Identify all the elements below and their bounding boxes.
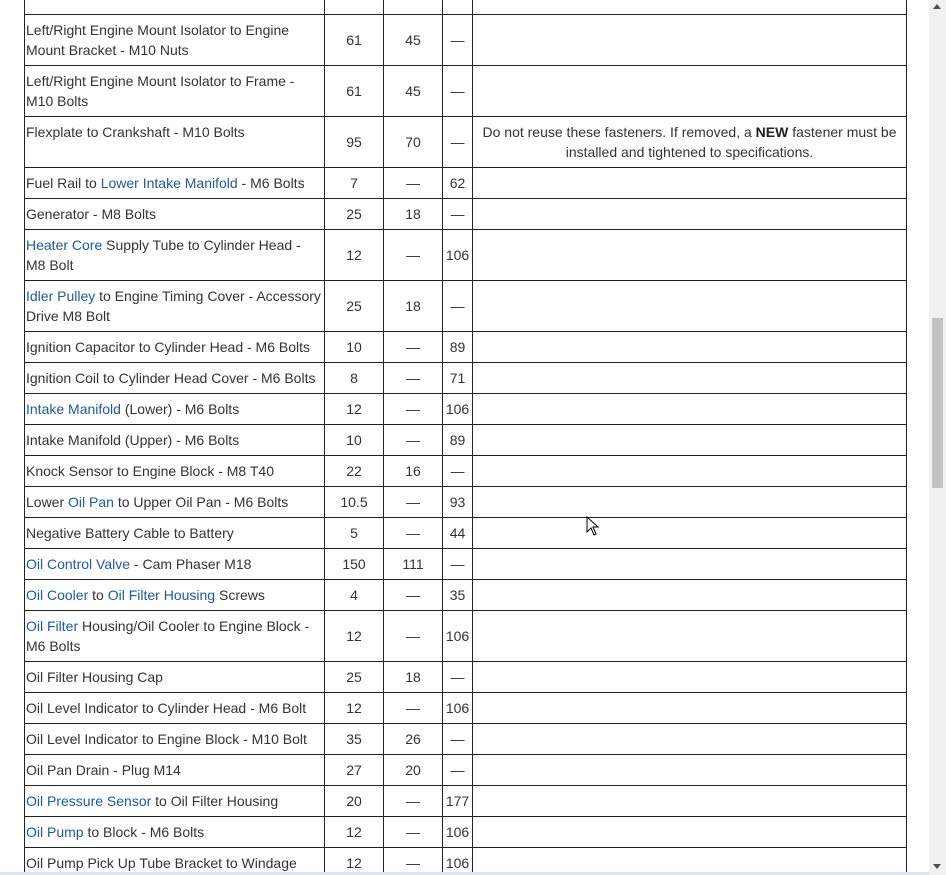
torque-lb-in: — <box>443 724 473 755</box>
table-row <box>25 662 907 693</box>
component-description <box>25 15 325 66</box>
specification-note <box>473 611 907 662</box>
table-row <box>25 230 907 281</box>
specification-note <box>473 580 907 611</box>
table-row <box>25 611 907 662</box>
specification-note <box>473 662 907 693</box>
torque-lb-in: 89 <box>443 425 473 456</box>
torque-nm: 22 <box>325 456 384 487</box>
component-link[interactable]: Oil Cooler <box>26 587 89 603</box>
torque-lb-ft: — <box>384 230 443 281</box>
description-text: Negative Battery Cable to Battery <box>26 525 234 541</box>
torque-lb-in: 177 <box>443 786 473 817</box>
table-row <box>25 580 907 611</box>
torque-lb-in: — <box>443 662 473 693</box>
description-text: (Lower) - M6 Bolts <box>120 401 240 417</box>
table-row <box>25 66 907 117</box>
specification-note <box>473 456 907 487</box>
torque-lb-ft: — <box>384 611 443 662</box>
emphasis-text: NEW <box>755 124 789 140</box>
component-description <box>25 117 325 168</box>
table-row <box>25 15 907 66</box>
torque-nm: 25 <box>325 281 384 332</box>
torque-nm: 10.5 <box>325 487 384 518</box>
table-row <box>25 817 907 848</box>
specification-note <box>473 724 907 755</box>
component-description <box>25 755 325 786</box>
table-row <box>25 518 907 549</box>
torque-nm: 12 <box>325 693 384 724</box>
table-row <box>25 549 907 580</box>
specification-note <box>473 199 907 230</box>
table-row <box>25 199 907 230</box>
torque-lb-in: 62 <box>443 168 473 199</box>
description-text: Oil Pan Drain - Plug M14 <box>26 762 181 778</box>
component-link[interactable]: Oil Filter <box>26 618 79 634</box>
scroll-up-arrow-icon[interactable] <box>933 4 941 9</box>
component-description <box>25 611 325 662</box>
specification-note <box>473 848 907 875</box>
component-link[interactable]: Oil Pump <box>26 824 84 840</box>
component-description <box>25 662 325 693</box>
description-text: Knock Sensor to Engine Block - M8 T40 <box>26 463 274 479</box>
table-row <box>25 332 907 363</box>
torque-lb-in: 93 <box>443 487 473 518</box>
torque-nm: 95 <box>325 117 384 168</box>
component-description <box>25 786 325 817</box>
torque-lb-in: — <box>443 117 473 168</box>
torque-lb-in: 89 <box>443 332 473 363</box>
torque-lb-ft: — <box>384 848 443 875</box>
torque-lb-in: — <box>443 281 473 332</box>
component-link[interactable]: Intake Manifold <box>26 401 121 417</box>
specification-note <box>473 487 907 518</box>
vertical-scrollbar[interactable] <box>929 0 946 875</box>
component-link[interactable]: Oil Pan <box>68 494 114 510</box>
specification-note <box>473 15 907 66</box>
specification-note <box>473 230 907 281</box>
specification-note <box>473 281 907 332</box>
description-text: Left/Right Engine Mount Isolator to Engine Mount Bracket - M10 Nuts <box>26 22 290 58</box>
specification-note <box>473 394 907 425</box>
torque-lb-ft: — <box>384 817 443 848</box>
specification-note <box>473 755 907 786</box>
description-text: Left/Right Engine Mount Isolator to Frame - M10 Bolts <box>26 73 295 109</box>
table-row <box>25 168 907 199</box>
torque-lb-ft: — <box>384 487 443 518</box>
torque-lb-ft: 111 <box>384 549 443 580</box>
torque-nm: 25 <box>325 662 384 693</box>
description-text: to <box>88 587 108 603</box>
component-description <box>25 487 325 518</box>
torque-nm: 61 <box>325 66 384 117</box>
component-description <box>25 848 325 875</box>
torque-lb-in: — <box>443 549 473 580</box>
table-row <box>25 848 907 875</box>
table-cell <box>384 0 443 15</box>
table-row <box>25 786 907 817</box>
torque-nm: 10 <box>325 425 384 456</box>
specification-note <box>473 363 907 394</box>
component-description <box>25 332 325 363</box>
torque-lb-in: 106 <box>443 394 473 425</box>
description-text: - Cam Phaser M18 <box>130 556 252 572</box>
torque-nm: 12 <box>325 817 384 848</box>
component-description <box>25 518 325 549</box>
description-text: Oil Level Indicator to Engine Block - M10 Bolt <box>26 731 307 747</box>
specification-note <box>473 332 907 363</box>
component-description <box>25 580 325 611</box>
note-text: fastener must be installed and tightened to specifications. <box>565 124 897 160</box>
torque-lb-in: — <box>443 755 473 786</box>
torque-nm: 25 <box>325 199 384 230</box>
torque-nm: 10 <box>325 332 384 363</box>
mouse-pointer-icon <box>586 516 600 536</box>
specification-note <box>473 786 907 817</box>
description-text: Lower <box>26 494 69 510</box>
torque-nm: 12 <box>325 394 384 425</box>
component-link[interactable]: Oil Filter Housing <box>107 587 216 603</box>
table-row <box>25 456 907 487</box>
table-cell <box>473 0 907 15</box>
specification-note <box>473 168 907 199</box>
specification-note <box>473 518 907 549</box>
torque-lb-in: 106 <box>443 693 473 724</box>
torque-lb-ft: — <box>384 168 443 199</box>
component-link[interactable]: Lower Intake Manifold <box>100 175 238 191</box>
component-description <box>25 230 325 281</box>
torque-lb-ft: 20 <box>384 755 443 786</box>
note-text: Do not reuse these fasteners. If removed, a <box>482 124 756 140</box>
table-row <box>25 117 907 168</box>
description-text: Intake Manifold (Upper) - M6 Bolts <box>26 432 240 448</box>
torque-lb-in: — <box>443 15 473 66</box>
component-description <box>25 394 325 425</box>
description-text: Fuel Rail to <box>26 175 101 191</box>
component-description <box>25 456 325 487</box>
torque-lb-ft: — <box>384 363 443 394</box>
torque-lb-in: — <box>443 199 473 230</box>
component-description <box>25 168 325 199</box>
torque-nm: 61 <box>325 15 384 66</box>
table-row <box>25 755 907 786</box>
torque-nm: 20 <box>325 786 384 817</box>
scroll-down-arrow-icon[interactable] <box>933 864 941 869</box>
component-link[interactable]: Heater Core <box>26 237 103 253</box>
torque-lb-in: 44 <box>443 518 473 549</box>
table-row <box>25 724 907 755</box>
description-text: Oil Pump Pick Up Tube Bracket to Windage <box>26 855 297 871</box>
component-description <box>25 199 325 230</box>
description-text: to Oil Filter Housing <box>151 793 279 809</box>
table-row <box>25 363 907 394</box>
torque-lb-in: 106 <box>443 817 473 848</box>
component-description <box>25 817 325 848</box>
torque-lb-in: 106 <box>443 230 473 281</box>
description-text: Ignition Coil to Cylinder Head Cover - M6 Bolts <box>26 370 316 386</box>
description-text: Generator - M8 Bolts <box>26 206 156 222</box>
component-description <box>25 363 325 394</box>
component-link[interactable]: Idler Pulley <box>26 288 96 304</box>
table-row <box>25 425 907 456</box>
torque-lb-ft: 70 <box>384 117 443 168</box>
description-text: Housing/Oil Cooler to Engine Block - M6 Bolts <box>26 618 310 654</box>
specification-note <box>473 549 907 580</box>
torque-lb-in: — <box>443 456 473 487</box>
torque-lb-ft: — <box>384 425 443 456</box>
torque-nm: 150 <box>325 549 384 580</box>
torque-lb-ft: 18 <box>384 662 443 693</box>
table-cell <box>443 0 473 15</box>
torque-nm: 27 <box>325 755 384 786</box>
component-description <box>25 693 325 724</box>
torque-nm: 12 <box>325 848 384 875</box>
component-description <box>25 281 325 332</box>
table-cell <box>25 0 325 15</box>
torque-lb-ft: — <box>384 332 443 363</box>
table-row <box>25 281 907 332</box>
torque-lb-ft: — <box>384 580 443 611</box>
torque-nm: 5 <box>325 518 384 549</box>
specification-note <box>473 425 907 456</box>
description-text: to Block - M6 Bolts <box>83 824 205 840</box>
torque-lb-ft: 16 <box>384 456 443 487</box>
component-description <box>25 549 325 580</box>
torque-lb-ft: — <box>384 518 443 549</box>
description-text: Oil Filter Housing Cap <box>26 669 163 685</box>
torque-lb-ft: 45 <box>384 15 443 66</box>
table-cell <box>325 0 384 15</box>
specification-note <box>473 117 907 168</box>
torque-nm: 12 <box>325 611 384 662</box>
table-row <box>25 487 907 518</box>
torque-lb-in: 71 <box>443 363 473 394</box>
component-description <box>25 724 325 755</box>
description-text: - M6 Bolts <box>237 175 305 191</box>
description-text: to Engine Timing Cover - Accessory Drive M8 Bolt <box>26 288 321 324</box>
torque-nm: 4 <box>325 580 384 611</box>
torque-lb-in: — <box>443 66 473 117</box>
torque-lb-in: 106 <box>443 848 473 875</box>
scrollbar-thumb[interactable] <box>932 318 943 488</box>
component-link[interactable]: Oil Pressure Sensor <box>26 793 152 809</box>
table-row <box>25 693 907 724</box>
torque-lb-in: 35 <box>443 580 473 611</box>
specification-note <box>473 693 907 724</box>
torque-lb-ft: — <box>384 786 443 817</box>
specification-note <box>473 66 907 117</box>
torque-lb-ft: 26 <box>384 724 443 755</box>
torque-nm: 8 <box>325 363 384 394</box>
torque-lb-ft: — <box>384 693 443 724</box>
torque-spec-table <box>24 0 907 875</box>
specification-note <box>473 817 907 848</box>
description-text: Oil Level Indicator to Cylinder Head - M6 Bolt <box>26 700 307 716</box>
torque-nm: 7 <box>325 168 384 199</box>
description-text: to Upper Oil Pan - M6 Bolts <box>113 494 289 510</box>
torque-lb-ft: — <box>384 394 443 425</box>
description-text: Screws <box>215 587 265 603</box>
description-text: Supply Tube to Cylinder Head - M8 Bolt <box>26 237 301 273</box>
torque-nm: 12 <box>325 230 384 281</box>
component-description <box>25 66 325 117</box>
torque-lb-ft: 45 <box>384 66 443 117</box>
torque-nm: 35 <box>325 724 384 755</box>
description-text: Ignition Capacitor to Cylinder Head - M6 Bolts <box>26 339 311 355</box>
component-link[interactable]: Oil Control Valve <box>26 556 131 572</box>
torque-lb-in: 106 <box>443 611 473 662</box>
table-row <box>25 394 907 425</box>
component-description <box>25 425 325 456</box>
torque-lb-ft: 18 <box>384 281 443 332</box>
description-text: Flexplate to Crankshaft - M10 Bolts <box>26 124 245 140</box>
torque-lb-ft: 18 <box>384 199 443 230</box>
